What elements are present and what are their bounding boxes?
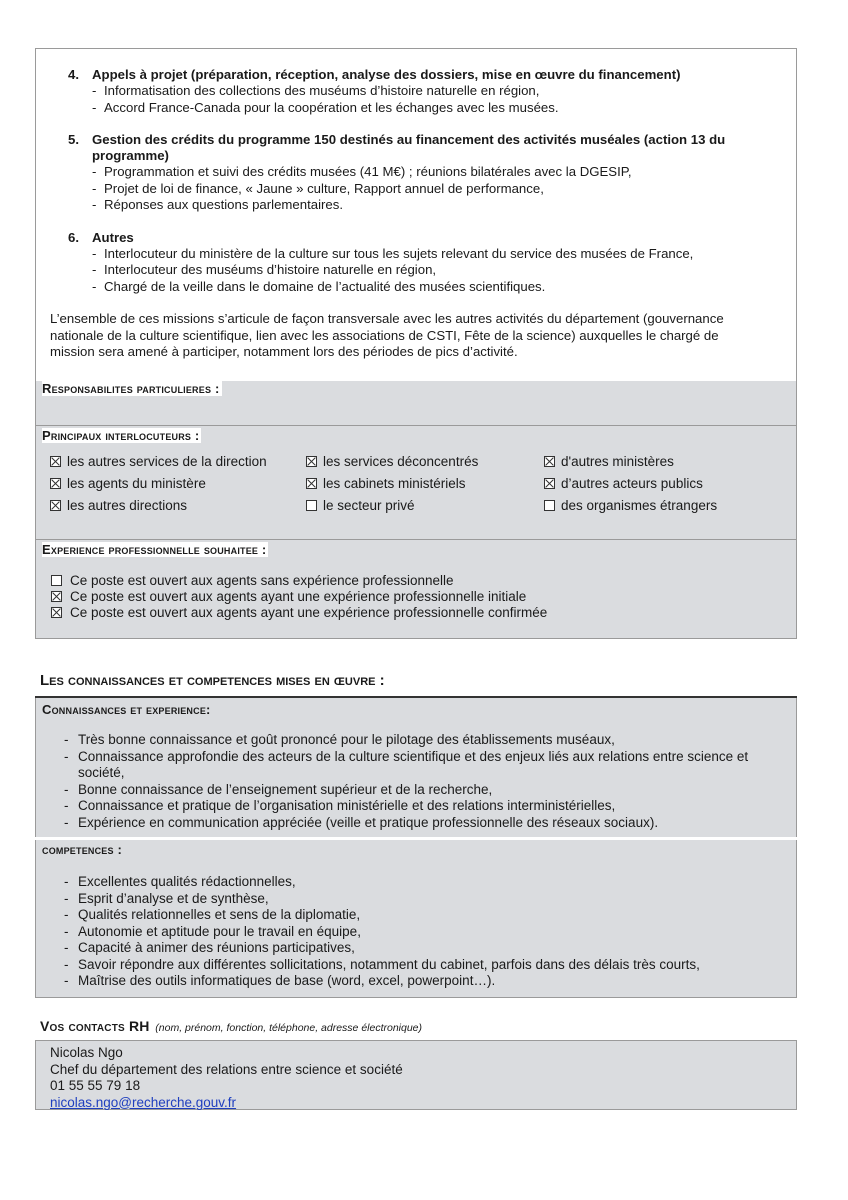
experience-option[interactable]: Ce poste est ouvert aux agents ayant une expérience professionnelle initiale — [51, 589, 526, 604]
connaissance-bullet: - Bonne connaissance de l’enseignement supérieur et de la recherche, — [36, 782, 786, 799]
mission-title: Gestion des crédits du programme 150 destinés au financement des activités muséales (action 13 du programme) — [92, 132, 726, 163]
interlocuteur-option[interactable]: les autres directions — [50, 498, 187, 513]
contact-phone: 01 55 55 79 18 — [50, 1078, 141, 1093]
interlocuteur-option[interactable]: d’autres acteurs publics — [544, 476, 703, 491]
interlocuteurs-box — [35, 425, 797, 540]
interlocuteurs-label: Principaux interlocuteurs : — [42, 428, 200, 443]
mission-title: Autres — [92, 229, 134, 245]
mission-bullet: - Informatisation des collections des muséums d’histoire naturelle en région, — [36, 83, 796, 100]
interlocuteur-option[interactable]: le secteur privé — [306, 498, 415, 513]
connaissances-label: Connaissances et experience: — [42, 702, 211, 717]
interlocuteur-option[interactable]: d'autres ministères — [544, 454, 674, 469]
connaissance-bullet: - Connaissance et pratique de l’organisation ministérielle et des relations interministérielles, — [36, 798, 786, 815]
checkbox-icon[interactable] — [544, 456, 555, 467]
mission-bullet: - Programmation et suivi des crédits musées (41 M€) ; réunions bilatérales avec la DGESIP, — [36, 164, 796, 181]
responsabilites-label: Responsabilites particulieres : — [42, 381, 220, 396]
mission-item — [36, 230, 796, 296]
experience-box — [35, 539, 797, 639]
missions-box — [35, 48, 797, 382]
mission-title: Appels à projet (préparation, réception, analyse des dossiers, mise en œuvre du financement) — [92, 67, 681, 82]
competence-bullet: - Esprit d’analyse et de synthèse, — [36, 891, 796, 908]
mission-item — [36, 132, 796, 214]
contact-email-link[interactable]: nicolas.ngo@recherche.gouv.fr — [50, 1094, 237, 1110]
mission-number: 6. — [68, 229, 79, 245]
checkbox-icon[interactable] — [50, 500, 61, 511]
checkbox-icon[interactable] — [544, 478, 555, 489]
competence-bullet: - Capacité à animer des réunions participatives, — [36, 940, 796, 957]
connaissance-bullet: - Expérience en communication appréciée (veille et pratique professionnelle des réseaux sociaux). — [36, 815, 786, 832]
responsabilites-box — [35, 381, 797, 426]
competences-section-title: Les connaissances et competences mises en œuvre : — [40, 672, 385, 689]
checkbox-icon[interactable] — [306, 456, 317, 467]
competences-label: competences : — [42, 842, 123, 857]
mission-bullet: - Interlocuteur du ministère de la culture sur tous les sujets relevant du service des musées de France, — [36, 246, 796, 263]
experience-label: Experience professionnelle souhaitee : — [42, 542, 267, 557]
contacts-heading — [40, 1018, 422, 1034]
checkbox-icon[interactable] — [50, 478, 61, 489]
competence-bullet: - Savoir répondre aux différentes sollicitations, notamment du cabinet, parfois dans des délais très courts, — [36, 957, 796, 974]
checkbox-icon[interactable] — [51, 575, 62, 586]
contact-name: Nicolas Ngo — [50, 1045, 123, 1060]
checkbox-icon[interactable] — [50, 456, 61, 467]
competence-bullet: - Excellentes qualités rédactionnelles, — [36, 874, 796, 891]
connaissance-bullet: - Connaissance approfondie des acteurs de la culture scientifique et des enjeux liés aux relations entre science et société, — [36, 749, 786, 782]
competence-bullet: - Qualités relationnelles et sens de la diplomatie, — [36, 907, 796, 924]
checkbox-icon[interactable] — [51, 607, 62, 618]
interlocuteur-option[interactable]: des organismes étrangers — [544, 498, 717, 513]
mission-item — [36, 67, 796, 116]
experience-option[interactable]: Ce poste est ouvert aux agents ayant une expérience professionnelle confirmée — [51, 605, 547, 620]
competence-bullet: - Maîtrise des outils informatiques de base (word, excel, powerpoint…). — [36, 973, 796, 990]
interlocuteur-option[interactable]: les agents du ministère — [50, 476, 206, 491]
contacts-box — [35, 1040, 797, 1110]
checkbox-icon[interactable] — [544, 500, 555, 511]
mission-bullet: - Réponses aux questions parlementaires. — [36, 197, 796, 214]
contacts-title: Vos contacts RH — [40, 1018, 150, 1034]
mission-number: 5. — [68, 132, 79, 147]
checkbox-icon[interactable] — [306, 500, 317, 511]
interlocuteur-option[interactable]: les autres services de la direction — [50, 454, 267, 469]
competences-box — [35, 840, 797, 998]
mission-bullet: - Interlocuteur des muséums d’histoire naturelle en région, — [36, 262, 796, 279]
mission-number: 4. — [68, 67, 79, 82]
contacts-subtitle: (nom, prénom, fonction, téléphone, adresse électronique) — [155, 1022, 423, 1034]
connaissance-bullet: - Très bonne connaissance et goût prononcé pour le pilotage des établissements muséaux, — [36, 732, 786, 749]
mission-bullet: - Accord France-Canada pour la coopération et les échanges avec les musées. — [36, 100, 796, 117]
mission-bullet: - Chargé de la veille dans le domaine de l’actualité des musées scientifiques. — [36, 279, 796, 296]
contact-role: Chef du département des relations entre science et société — [50, 1061, 403, 1077]
missions-paragraph: L’ensemble de ces missions s’articule de façon transversale avec les autres activités du département (gouvernance nationale de la culture scientifique, lien avec les associations de CSTI, Fête de la science) auxquelles le chargé de mission sera amené à participer, notamment lors des périodes de pics d’activité. — [50, 311, 724, 359]
interlocuteur-option[interactable]: les services déconcentrés — [306, 454, 478, 469]
interlocuteur-option[interactable]: les cabinets ministériels — [306, 476, 466, 491]
checkbox-icon[interactable] — [306, 478, 317, 489]
experience-option[interactable]: Ce poste est ouvert aux agents sans expérience professionnelle — [51, 573, 453, 588]
mission-bullet: - Projet de loi de finance, « Jaune » culture, Rapport annuel de performance, — [36, 181, 796, 198]
competence-bullet: - Autonomie et aptitude pour le travail en équipe, — [36, 924, 796, 941]
checkbox-icon[interactable] — [51, 591, 62, 602]
connaissances-box — [35, 698, 797, 838]
